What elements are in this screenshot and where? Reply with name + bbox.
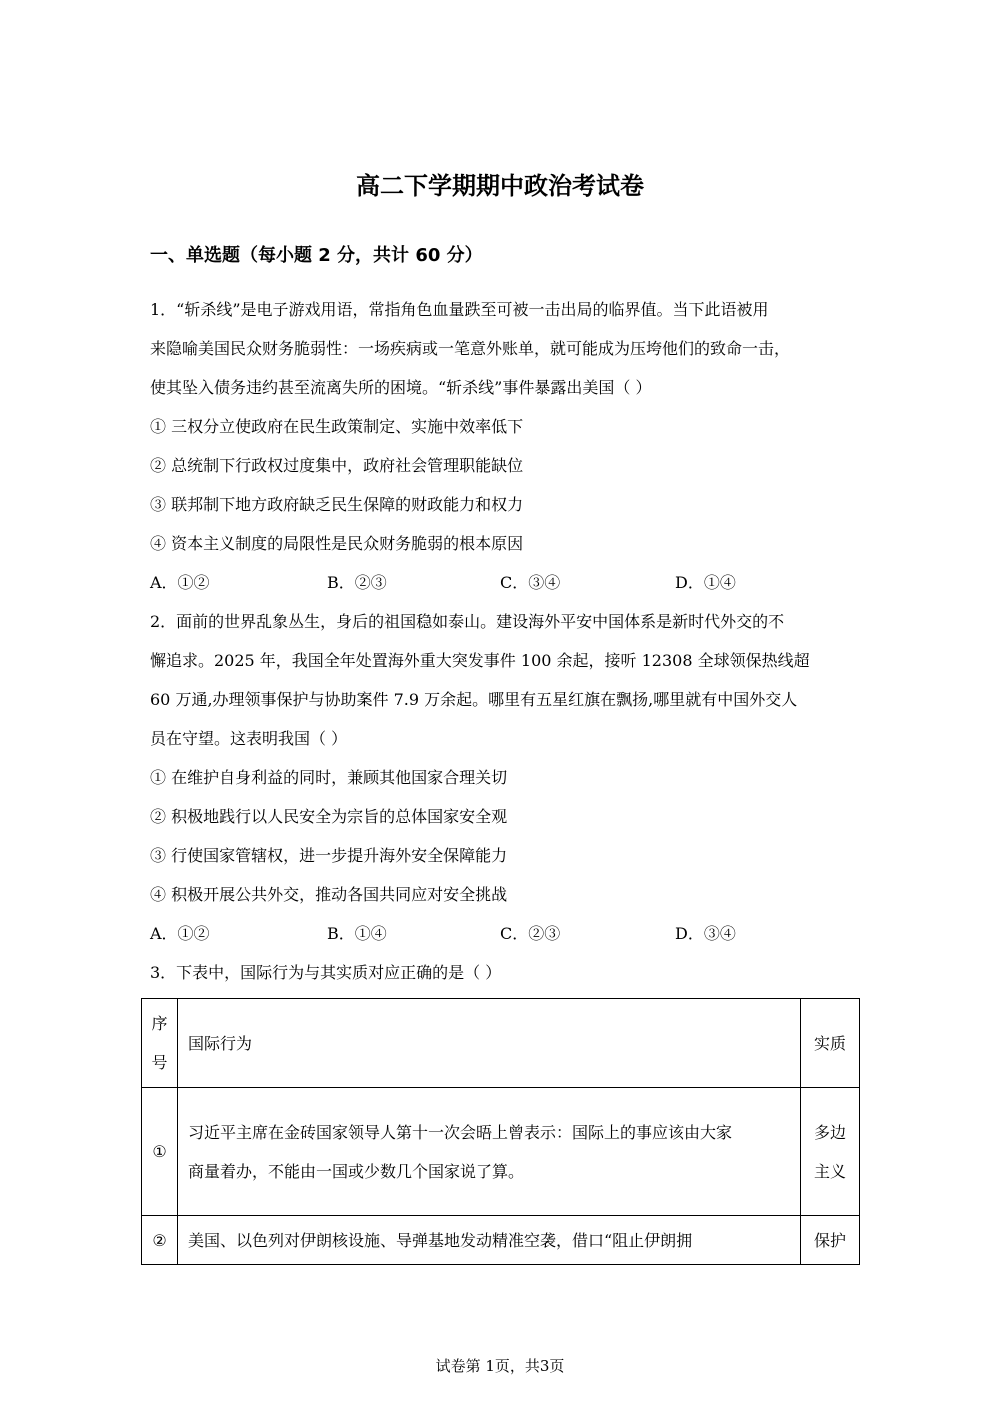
option-d: D．③④: [675, 924, 736, 943]
option-c: C．②③: [500, 924, 561, 943]
option-d: D．①④: [675, 573, 736, 592]
header-no-cell: [142, 999, 178, 1088]
table-header-row: [142, 999, 860, 1088]
row-no-cell: ②: [142, 1216, 178, 1265]
header-no-line: 号: [151, 1053, 168, 1072]
question-1-stem-line: 使其坠入债务违约甚至流离失所的困境。“斩杀线”事件暴露出美国（ ）: [150, 378, 652, 397]
option-b: B．②③: [327, 573, 387, 592]
question-1-item: ④ 资本主义制度的局限性是民众财务脆弱的根本原因: [150, 534, 524, 553]
row-behavior-line: 商量着办，不能由一国或少数几个国家说了算。: [188, 1161, 525, 1181]
option-a: A．①②: [150, 573, 210, 592]
header-behavior-cell: 国际行为: [178, 999, 801, 1088]
question-1-options: [150, 563, 860, 602]
row-behavior-line: 习近平主席在金砖国家领导人第十一次会晤上曾表示：国际上的事应该由大家: [188, 1122, 733, 1142]
option-b: B．①④: [327, 924, 387, 943]
row-behavior-cell: 美国、以色列对伊朗核设施、导弹基地发动精准空袭，借口“阻止伊朗拥: [178, 1216, 801, 1265]
question-1-item: ① 三权分立使政府在民生政策制定、实施中效率低下: [150, 417, 524, 436]
table-row: [142, 1088, 860, 1216]
question-1-item: ③ 联邦制下地方政府缺乏民生保障的财政能力和权力: [150, 495, 524, 514]
question-2-item: ③ 行使国家管辖权，进一步提升海外安全保障能力: [150, 846, 508, 865]
table-row: [142, 1216, 860, 1265]
question-content: [150, 290, 860, 992]
question-2-stem-line: 懈追求。2025 年，我国全年处置海外重大突发事件 100 余起，接听 12308 全球领保热线超: [150, 651, 810, 670]
question-1-stem-line: 1．“斩杀线”是电子游戏用语，常指角色血量跌至可被一击出局的临界值。当下此语被用: [150, 300, 769, 319]
question-2-stem-line: 员在守望。这表明我国（ ）: [150, 729, 348, 748]
question-2-item: ④ 积极开展公共外交，推动各国共同应对安全挑战: [150, 885, 508, 904]
header-no-line: 序: [151, 1014, 168, 1033]
option-a: A．①②: [150, 924, 210, 943]
question-3-table: [141, 998, 860, 1265]
row-behavior-cell: [178, 1088, 801, 1216]
question-2-item: ② 积极地践行以人民安全为宗旨的总体国家安全观: [150, 807, 508, 826]
row-essence-line: 主义: [813, 1161, 846, 1181]
row-no-cell: ①: [142, 1088, 178, 1216]
question-3-stem: 3．下表中，国际行为与其实质对应正确的是（ ）: [150, 963, 502, 982]
page-title: 高二下学期期中政治考试卷: [356, 172, 644, 200]
question-2-stem-line: 2．面前的世界乱象丛生，身后的祖国稳如泰山。建设海外平安中国体系是新时代外交的不: [150, 612, 785, 631]
question-2-options: [150, 914, 860, 953]
section-heading: 一、单选题（每小题 2 分，共计 60 分）: [150, 245, 483, 266]
row-essence-line: 多边: [813, 1122, 846, 1142]
row-essence-cell: 保护: [801, 1216, 860, 1265]
page-footer: 试卷第 1页，共3页: [435, 1357, 565, 1375]
question-2-item: ① 在维护自身利益的同时，兼顾其他国家合理关切: [150, 768, 508, 787]
question-1-item: ② 总统制下行政权过度集中，政府社会管理职能缺位: [150, 456, 524, 475]
question-2-stem-line: 60 万通,办理领事保护与协助案件 7.9 万余起。哪里有五星红旗在飘扬,哪里就有中国外交人: [150, 690, 798, 709]
header-essence-cell: 实质: [801, 999, 860, 1088]
row-essence-cell: [801, 1088, 860, 1216]
question-1-stem-line: 来隐喻美国民众财务脆弱性：一场疾病或一笔意外账单，就可能成为压垮他们的致命一击，: [150, 339, 791, 358]
option-c: C．③④: [500, 573, 561, 592]
